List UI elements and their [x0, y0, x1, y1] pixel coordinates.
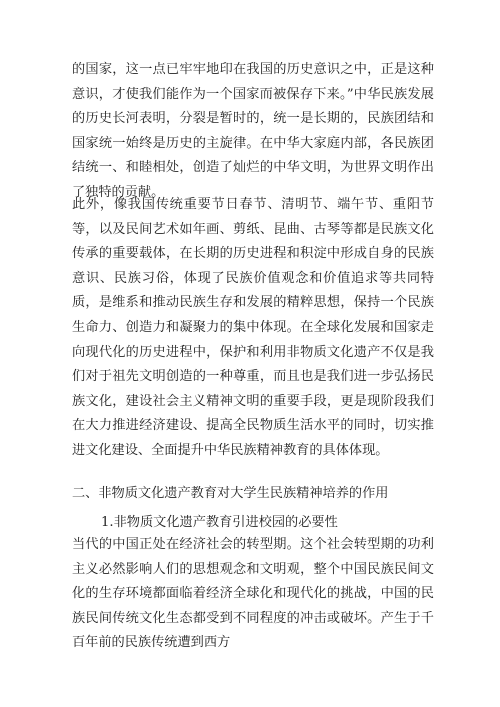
- subsection-heading: 1.非物质文化遗产教育引进校园的必要性: [101, 515, 338, 530]
- body-paragraph: 此外，像我国传统重要节日春节、清明节、端午节、重阳节等，以及民间艺术如年画、剪纸、昆曲、古琴等都是民族文化传承的重要载体，在长期的历史进程和积淀中形成自身的民族意识、民族习俗，体现了民族价值观念和价值追求等共同特质，是维系和推动民族生存和发展的精粹思想，保持一个民族生命力、创造力和凝聚力的集中体现。在全球化发展和国家走向现代化的历史进程中，保护和利用非物质文化遗产不仅是我们对于祖先文明创造的一种尊重，而且也是我们进一步弘扬民族文化，建设社会主义精神文明的重要手段，更是现阶段我们在大力推进经济建设、提高全民物质生活水平的同时，切实推进文化建设、全面提升中华民族精神教育的具体体现。: [72, 197, 434, 458]
- section-heading: 二、非物质文化遗产教育对大学生民族精神培养的作用: [72, 486, 389, 501]
- body-paragraph: 的国家，这一点已牢牢地印在我国的历史意识之中，正是这种意识，才使我们能作为一个国家而被保存下来。”中华民族发展的历史长河表明，分裂是暂时的，统一是长期的，民族团结和国家统一始终是历史的主旋律。在中华大家庭内部，各民族团结统一、和睦相处，创造了灿烂的中华文明，为世界文明作出了独特的贡献。: [72, 62, 434, 200]
- body-paragraph: 当代的中国正处在经济社会的转型期。这个社会转型期的功利主义必然影响人们的思想观念和文明观，整个中国民族民间文化的生存环境都面临着经济全球化和现代化的挑战，中国的民族民间传统文化生态都受到不同程度的冲击或破坏。产生于千百年前的民族传统遭到西方: [72, 537, 434, 651]
